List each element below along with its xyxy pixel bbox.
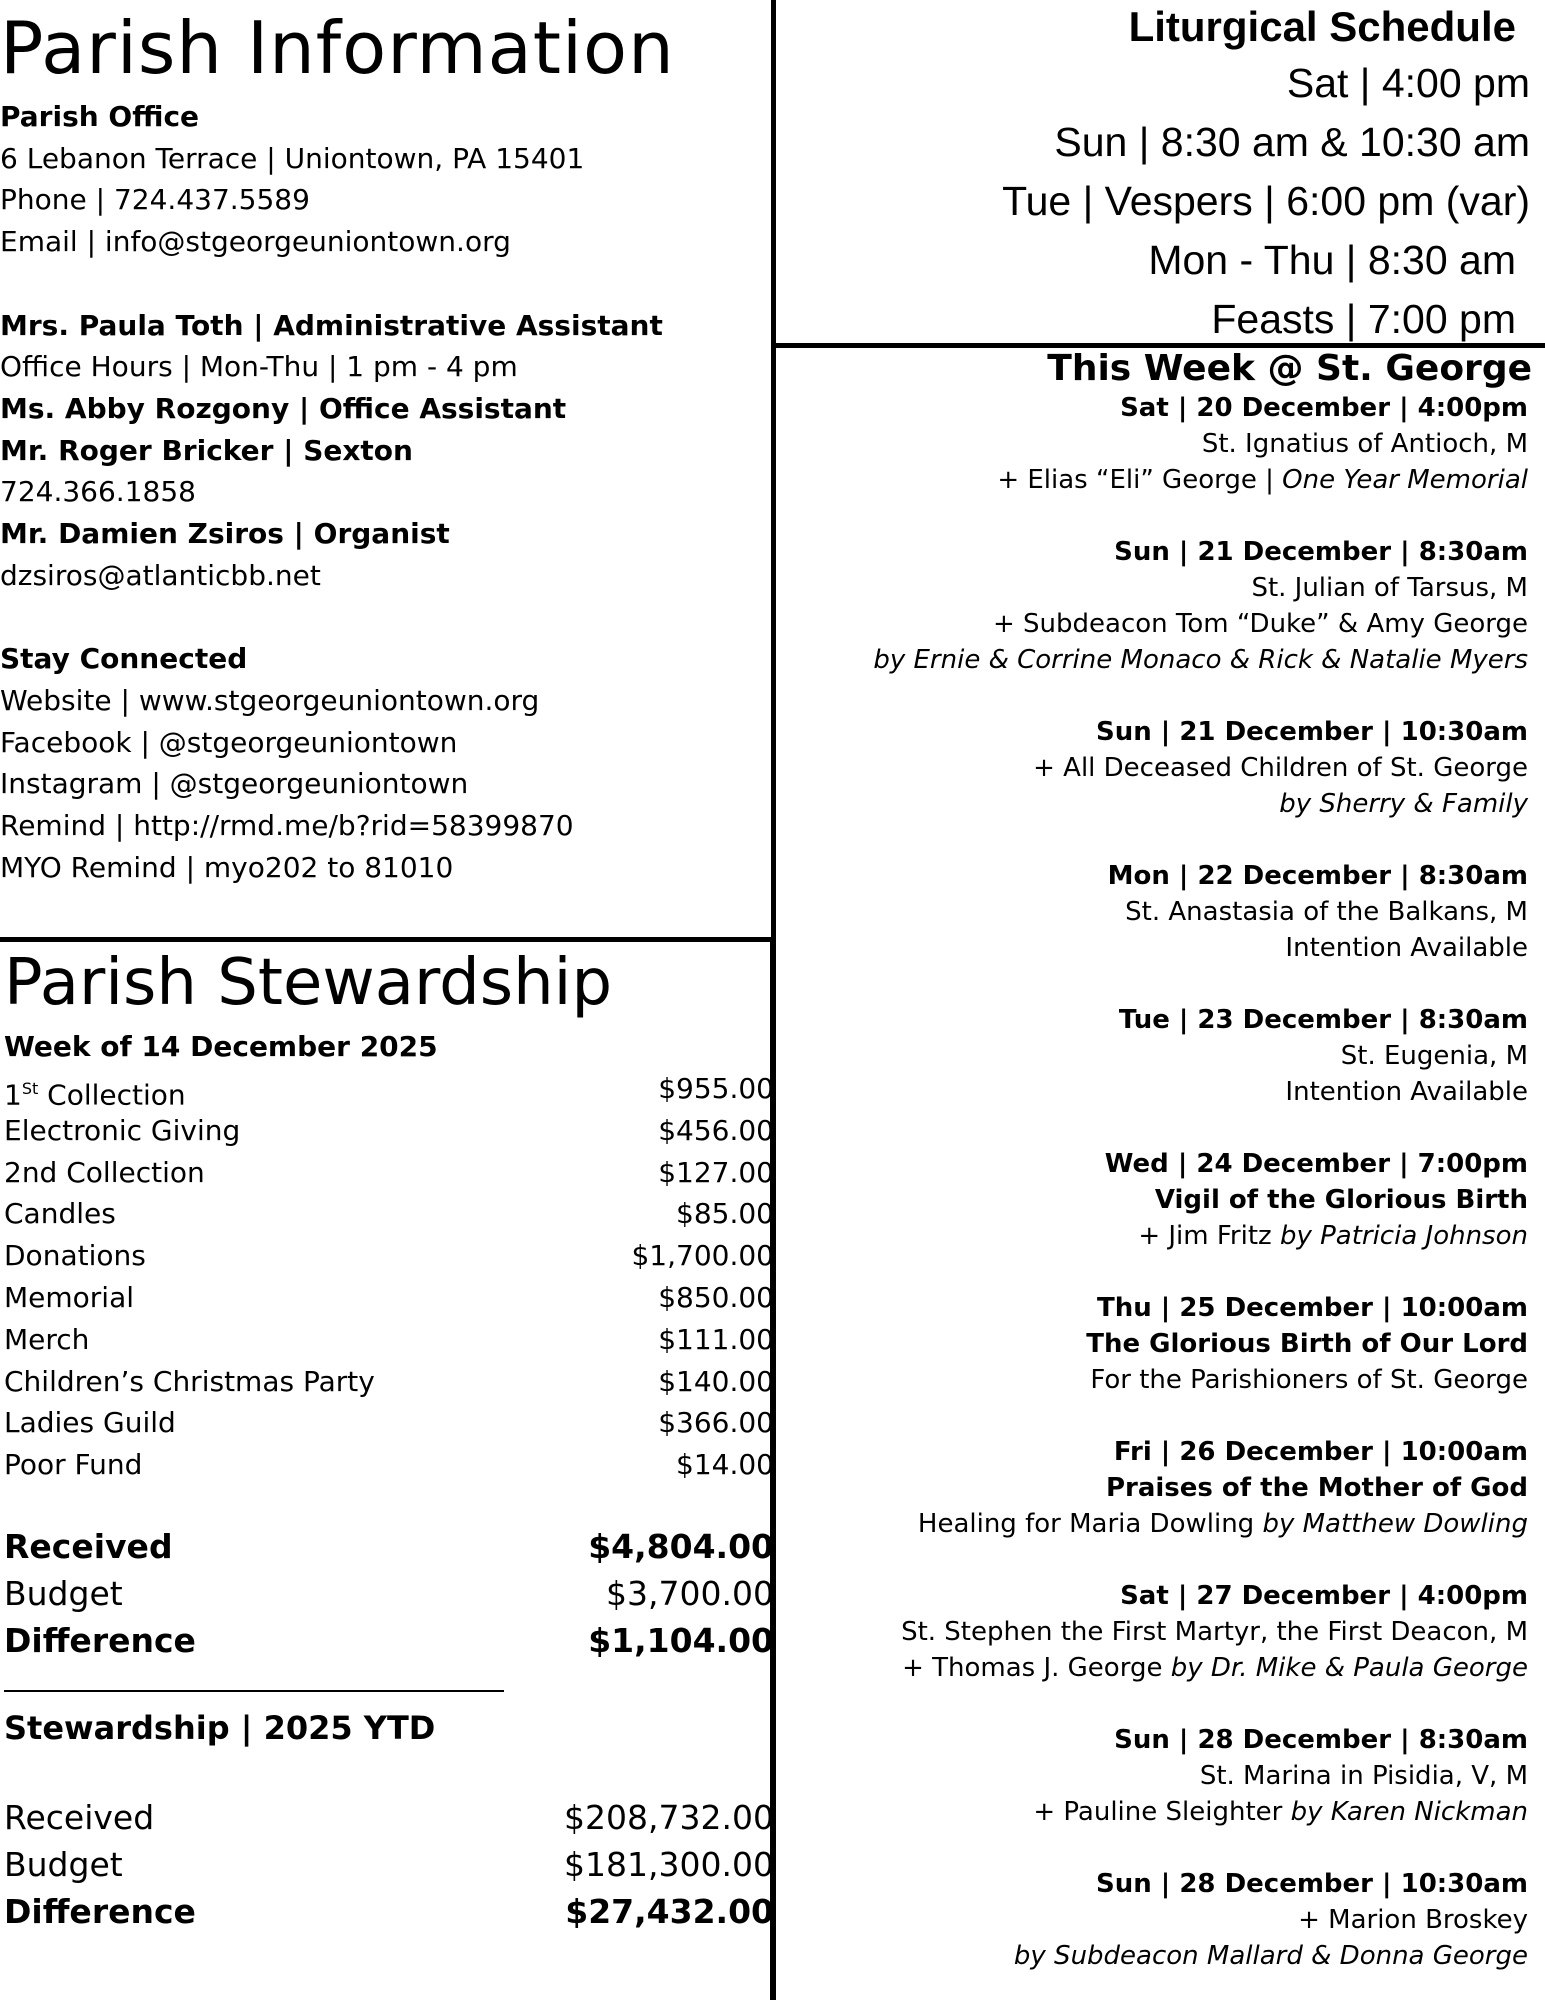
event-intention: Healing for Maria Dowling by Matthew Dowling <box>917 1509 1528 1539</box>
staff-name: Mrs. Paula Toth | Administrative Assistant <box>0 308 663 342</box>
staff-name: Ms. Abby Rozgony | Office Assistant <box>0 391 567 425</box>
website-link[interactable]: Website | www.stgeorgeuniontown.org <box>0 683 540 717</box>
event-intention: + Elias “Eli” George | One Year Memorial <box>997 465 1528 495</box>
event-intention: + Pauline Sleighter by Karen Nickman <box>1033 1797 1528 1827</box>
total-label: Received <box>4 1526 173 1566</box>
total-amount: $181,300.00 <box>564 1844 774 1884</box>
event-when: Sun | 28 December | 10:30am <box>1096 1869 1528 1899</box>
row-amount: $127.00 <box>658 1155 774 1189</box>
row-label: Memorial <box>4 1280 135 1314</box>
parish-phone[interactable]: Phone | 724.437.5589 <box>0 183 310 217</box>
list-item <box>780 1290 1528 1398</box>
row-label: Ladies Guild <box>4 1406 176 1440</box>
myo-remind-info: MYO Remind | myo202 to 81010 <box>0 850 454 884</box>
event-feast: Praises of the Mother of God <box>1105 1473 1528 1503</box>
event-line: + Subdeacon Tom “Duke” & Amy George <box>993 609 1528 639</box>
event-line: St. Ignatius of Antioch, M <box>1201 429 1528 459</box>
schedule-line: Feasts | 7:00 pm <box>1211 296 1516 342</box>
event-when: Sun | 21 December | 10:30am <box>1096 717 1528 747</box>
event-line: + All Deceased Children of St. George <box>1033 753 1528 783</box>
event-when: Sun | 28 December | 8:30am <box>1114 1725 1528 1755</box>
event-when: Sat | 20 December | 4:00pm <box>1120 393 1528 423</box>
row-label: Merch <box>4 1322 90 1356</box>
staff-office-hours: Office Hours | Mon-Thu | 1 pm - 4 pm <box>0 350 518 384</box>
event-intention: + Thomas J. George by Dr. Mike & Paula George <box>902 1653 1528 1683</box>
divider-line <box>4 1690 504 1692</box>
total-amount: $208,732.00 <box>564 1797 774 1837</box>
total-amount: $27,432.00 <box>565 1891 774 1931</box>
event-when: Fri | 26 December | 10:00am <box>1113 1437 1528 1467</box>
list-item <box>780 1434 1528 1542</box>
row-label: Candles <box>4 1197 116 1231</box>
total-amount: $1,104.00 <box>588 1620 774 1660</box>
this-week-title: This Week @ St. George <box>1047 348 1532 389</box>
event-line: Intention Available <box>1285 1077 1528 1107</box>
list-item <box>780 1146 1528 1254</box>
list-item <box>780 390 1528 498</box>
row-amount: $1,700.00 <box>631 1239 774 1273</box>
schedule-line: Tue | Vespers | 6:00 pm (var) <box>1002 178 1530 224</box>
row-amount: $140.00 <box>658 1364 774 1398</box>
list-item <box>780 1722 1528 1830</box>
event-line: + Marion Broskey <box>1298 1905 1528 1935</box>
parish-email[interactable]: Email | info@stgeorgeuniontown.org <box>0 225 511 259</box>
row-label: Donations <box>4 1239 146 1273</box>
table-row <box>4 1068 774 1110</box>
total-amount: $4,804.00 <box>588 1526 774 1566</box>
row-label: Poor Fund <box>4 1448 143 1482</box>
total-label: Budget <box>4 1844 123 1884</box>
week-heading: Week of 14 December 2025 <box>4 1030 438 1063</box>
event-when: Mon | 22 December | 8:30am <box>1107 861 1528 891</box>
column-divider-top <box>771 0 776 940</box>
table-row <box>4 1444 774 1486</box>
list-item <box>780 1578 1528 1686</box>
parish-address: 6 Lebanon Terrace | Uniontown, PA 15401 <box>0 141 585 175</box>
staff-name: Mr. Damien Zsiros | Organist <box>0 517 450 551</box>
stay-connected-heading: Stay Connected <box>0 642 248 676</box>
table-row <box>4 1235 774 1277</box>
event-line: St. Stephen the First Martyr, the First Deacon, M <box>901 1617 1528 1647</box>
stewardship-section <box>4 940 774 1935</box>
row-amount: $14.00 <box>676 1448 774 1482</box>
staff-phone[interactable]: 724.366.1858 <box>0 475 196 509</box>
weekly-difference-row <box>4 1617 774 1664</box>
list-item <box>780 714 1528 822</box>
row-amount: $85.00 <box>676 1197 774 1231</box>
parish-office-heading: Parish Office <box>0 100 200 133</box>
this-week-section <box>780 348 1532 1974</box>
event-line: For the Parishioners of St. George <box>1090 1365 1528 1395</box>
liturgical-schedule-title: Liturgical Schedule <box>1128 3 1516 50</box>
row-amount: $955.00 <box>658 1072 774 1105</box>
instagram-link[interactable]: Instagram | @stgeorgeuniontown <box>0 767 469 801</box>
facebook-link[interactable]: Facebook | @stgeorgeuniontown <box>0 725 458 759</box>
schedule-line: Sat | 4:00 pm <box>1286 60 1530 106</box>
table-row <box>4 1402 774 1444</box>
event-when: Wed | 24 December | 7:00pm <box>1104 1149 1528 1179</box>
row-label: Children’s Christmas Party <box>4 1364 375 1398</box>
row-label: 2nd Collection <box>4 1155 205 1189</box>
event-when: Thu | 25 December | 10:00am <box>1096 1293 1528 1323</box>
list-item <box>780 534 1528 678</box>
event-line: Intention Available <box>1285 933 1528 963</box>
event-intention: + Jim Fritz by Patricia Johnson <box>1138 1221 1528 1251</box>
event-line: St. Eugenia, M <box>1340 1041 1528 1071</box>
total-label: Received <box>4 1797 155 1837</box>
schedule-line: Sun | 8:30 am & 10:30 am <box>1054 119 1530 165</box>
table-row <box>4 1319 774 1361</box>
event-line: St. Marina in Pisidia, V, M <box>1199 1761 1528 1791</box>
total-label: Difference <box>4 1620 196 1660</box>
list-item <box>780 1002 1528 1110</box>
row-amount: $366.00 <box>658 1406 774 1440</box>
row-label: 1St Collection <box>4 1078 186 1112</box>
staff-name: Mr. Roger Bricker | Sexton <box>0 433 413 467</box>
row-amount: $456.00 <box>658 1113 774 1147</box>
liturgical-schedule-section <box>780 0 1530 349</box>
event-feast: The Glorious Birth of Our Lord <box>1086 1329 1528 1359</box>
ytd-heading: Stewardship | 2025 YTD <box>4 1708 436 1747</box>
row-amount: $850.00 <box>658 1280 774 1314</box>
row-amount: $111.00 <box>658 1322 774 1356</box>
list-item <box>780 1866 1528 1974</box>
list-item <box>780 858 1528 966</box>
total-label: Difference <box>4 1891 196 1931</box>
total-label: Budget <box>4 1573 123 1613</box>
table-row <box>4 1277 774 1319</box>
event-feast: Vigil of the Glorious Birth <box>1154 1185 1528 1215</box>
parish-information-title: Parish Information <box>0 6 675 90</box>
ytd-difference-row <box>4 1888 774 1935</box>
parish-information-section <box>0 0 770 888</box>
weekly-received-row <box>4 1523 774 1570</box>
table-row <box>4 1193 774 1235</box>
event-when: Tue | 23 December | 8:30am <box>1118 1005 1528 1035</box>
remind-link[interactable]: Remind | http://rmd.me/b?rid=58399870 <box>0 808 574 842</box>
ytd-budget-row <box>4 1841 774 1888</box>
schedule-line: Mon - Thu | 8:30 am <box>1148 237 1516 283</box>
table-row <box>4 1152 774 1194</box>
table-row <box>4 1361 774 1403</box>
ytd-received-row <box>4 1794 774 1841</box>
event-by: by Ernie & Corrine Monaco & Rick & Natalie Myers <box>873 645 1528 675</box>
staff-email[interactable]: dzsiros@atlanticbb.net <box>0 558 321 592</box>
event-when: Sat | 27 December | 4:00pm <box>1120 1581 1528 1611</box>
event-line: St. Anastasia of the Balkans, M <box>1125 897 1528 927</box>
total-amount: $3,700.00 <box>606 1573 774 1613</box>
stewardship-title: Parish Stewardship <box>4 946 613 1020</box>
event-when: Sun | 21 December | 8:30am <box>1114 537 1528 567</box>
event-by: by Sherry & Family <box>1279 789 1528 819</box>
event-line: St. Julian of Tarsus, M <box>1251 573 1528 603</box>
event-by: by Subdeacon Mallard & Donna George <box>1013 1941 1528 1971</box>
weekly-budget-row <box>4 1570 774 1617</box>
table-row <box>4 1110 774 1152</box>
row-label: Electronic Giving <box>4 1113 241 1147</box>
